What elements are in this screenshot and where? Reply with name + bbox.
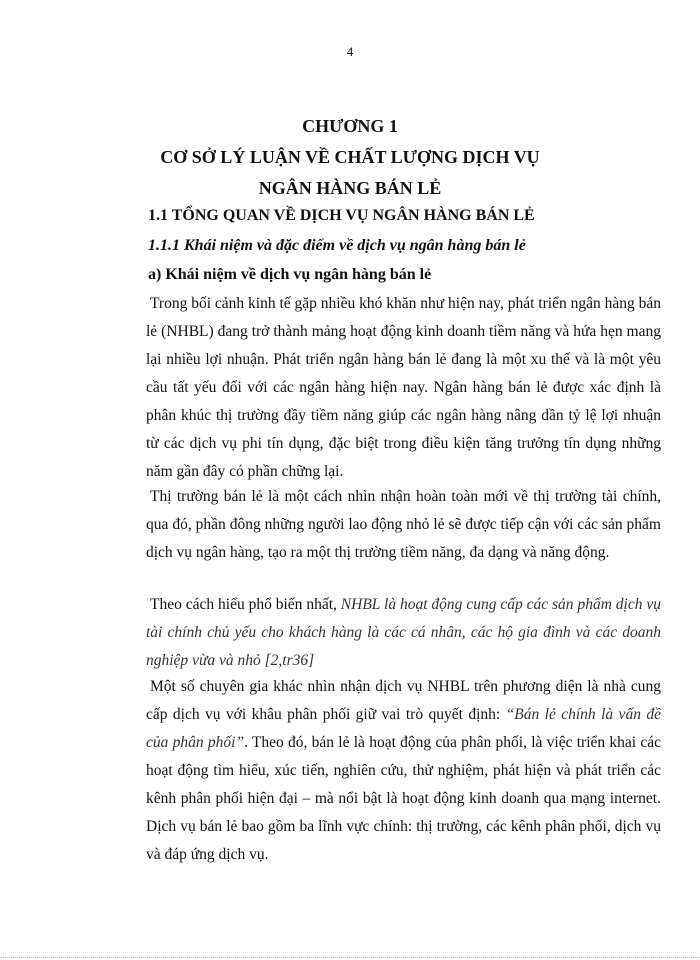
paragraph-2 — [146, 483, 661, 567]
paragraph-3 — [146, 591, 661, 675]
subsection-heading: 1.1.1 Khái niệm và đặc điểm về dịch vụ ngân hàng bán lẻ — [148, 237, 526, 254]
section-heading: 1.1 TỔNG QUAN VỀ DỊCH VỤ NGÂN HÀNG BÁN LẺ — [148, 207, 535, 224]
paragraph-4-quote: “Bán lẻ chính là vấn đề của phân phối” — [146, 706, 661, 751]
subsubsection-heading: a) Khái niệm về dịch vụ ngân hàng bán lẻ — [148, 266, 432, 283]
paragraph-4-rest: . Theo đó, bán lẻ là hoạt động của phân phối, là việc triển khai các hoạt động tìm hiểu, xúc tiến, nghiên cứu, thử nghiệm, phát hiện và phát triển các kênh phân phối hiện đại – mà nổi bật là hoạt động kinh doanh qua mạng internet. Dịch vụ bán lẻ bao gồm ba lĩnh vực chính: thị trường, các kênh phân phối, dịch vụ và đáp ứng dịch vụ. — [146, 734, 661, 863]
chapter-number: CHƯƠNG 1 — [302, 116, 398, 136]
paragraph-1 — [146, 290, 661, 486]
chapter-title-line-1: CƠ SỞ LÝ LUẬN VỀ CHẤT LƯỢNG DỊCH VỤ — [160, 147, 540, 167]
paragraph-2-text: Thị trường bán lẻ là một cách nhìn nhận hoàn toàn mới về thị trường tài chính, qua đó, phần đông những người lao động nhỏ lẻ sẽ được tiếp cận với các sản phẩm dịch vụ ngân hàng, tạo ra một thị trường tiềm năng, đa dạng và năng động. — [146, 488, 661, 561]
paragraph-3-definition: NHBL là hoạt động cung cấp các sản phẩm dịch vụ tài chính chủ yếu cho khách hàng là các cá nhân, các hộ gia đình và các doanh nghiệp vừa và nhỏ [2,tr36] — [146, 596, 662, 669]
page-bottom-rule — [0, 957, 700, 958]
paragraph-4 — [146, 673, 661, 869]
chapter-title-line-2: NGÂN HÀNG BÁN LẺ — [258, 178, 442, 198]
paragraph-1-text: Trong bối cảnh kinh tế gặp nhiều khó khăn như hiện nay, phát triển ngân hàng bán lẻ (NHBL) đang trở thành mảng hoạt động kinh doanh tiềm năng và hứa hẹn mang lại nhiều lợi nhuận. Phát triển ngân hàng bán lẻ đang là một xu thế và là một yêu cầu tất yếu đối với các ngân hàng hiện nay. Ngân hàng bán lẻ được xác định là phân khúc thị trường đầy tiềm năng giúp các ngân hàng nâng dần tỷ lệ lợi nhuận từ các dịch vụ phi tín dụng, đặc biệt trong điều kiện tăng trưởng tín dụng những năm gần đây có phần chững lại. — [146, 295, 661, 480]
paragraph-4-lead: Một số chuyên gia khác nhìn nhận dịch vụ NHBL trên phương diện là nhà cung cấp dịch vụ với khâu phân phối giữ vai trò quyết định: — [146, 678, 661, 723]
page-number: 4 — [346, 44, 354, 59]
paragraph-3-lead: Theo cách hiểu phổ biến nhất, — [150, 596, 341, 613]
